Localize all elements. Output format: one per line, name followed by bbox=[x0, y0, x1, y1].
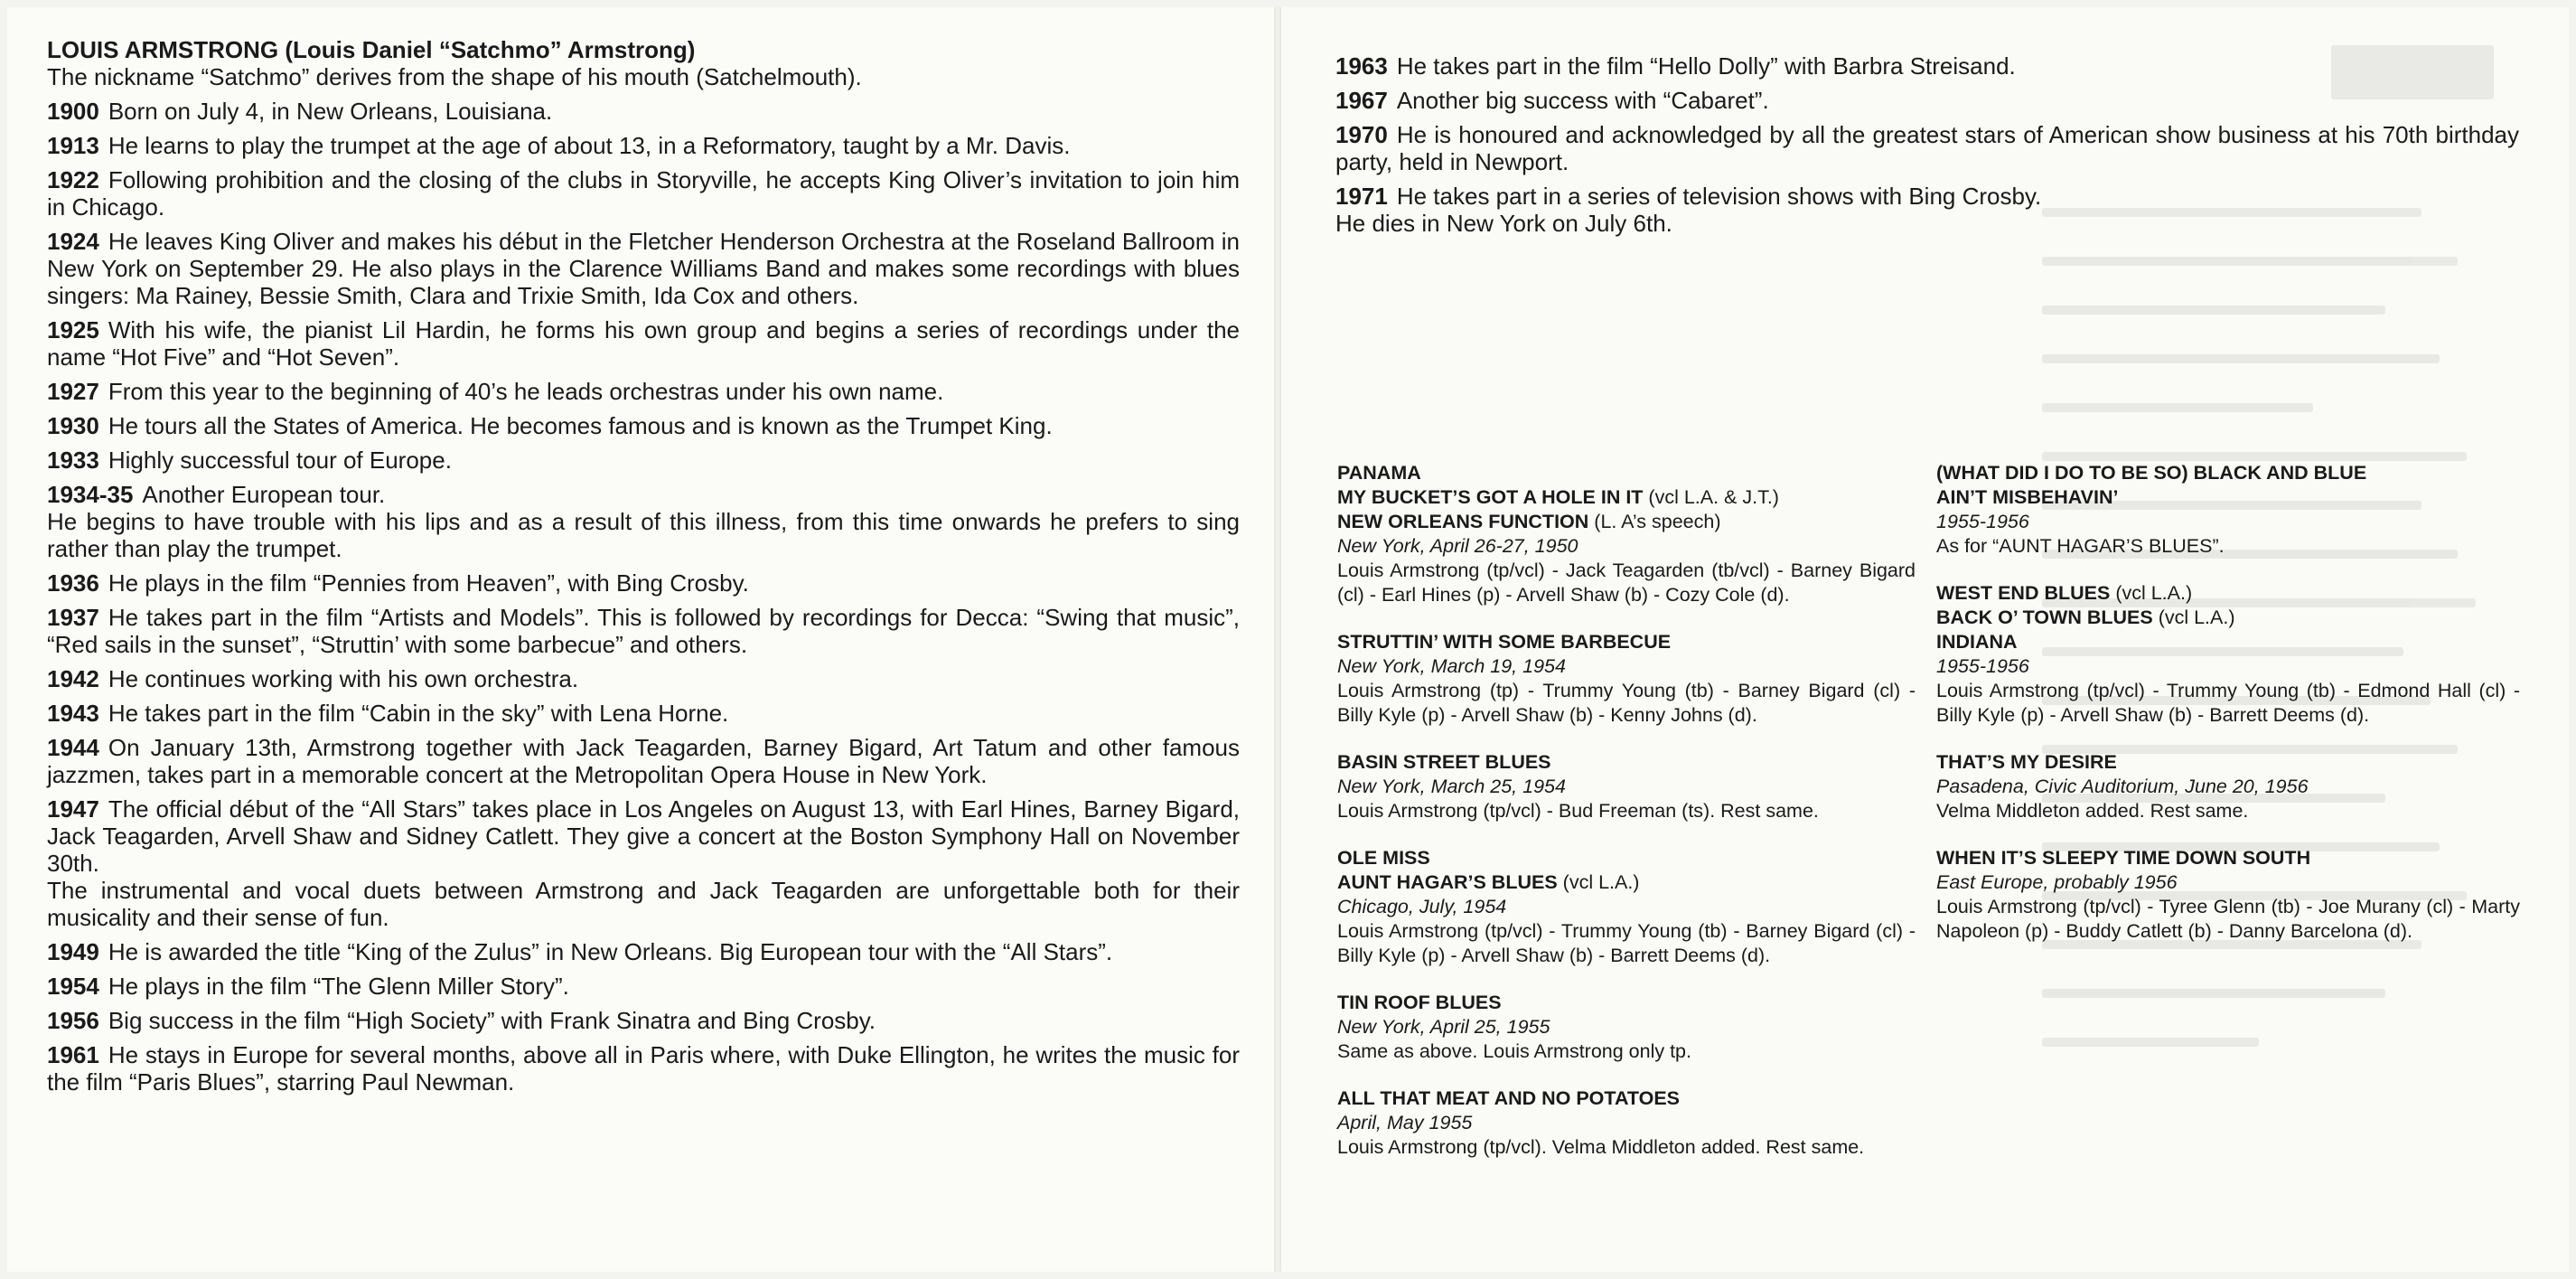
discography-entry bbox=[1337, 846, 1916, 968]
timeline-text: He plays in the film “Pennies from Heaven”, with Bing Crosby. bbox=[108, 569, 749, 597]
discography-entry bbox=[1337, 461, 1916, 607]
discography-entry bbox=[1936, 461, 2520, 559]
timeline-year: 1971 bbox=[1335, 183, 1388, 210]
timeline-text: Another big success with “Cabaret”. bbox=[1396, 87, 1769, 114]
recording-info: New York, March 25, 1954 bbox=[1337, 776, 1566, 797]
timeline-entry bbox=[47, 378, 1240, 405]
timeline-text: Big success in the film “High Society” with Frank Sinatra and Bing Crosby. bbox=[108, 1007, 876, 1034]
track-title: NEW ORLEANS FUNCTION bbox=[1337, 511, 1589, 532]
track-line bbox=[1337, 846, 1916, 870]
timeline-entry bbox=[47, 98, 1240, 125]
timeline-year: 1900 bbox=[47, 98, 99, 125]
track-title: THAT’S MY DESIRE bbox=[1936, 751, 2117, 773]
timeline-text: With his wife, the pianist Lil Hardin, he forms his own group and begins a series of recordings under the name “Hot Five” and “Hot Seven”. bbox=[47, 316, 1240, 371]
timeline-entry bbox=[47, 316, 1240, 371]
track-line bbox=[1936, 630, 2520, 654]
timeline-text: On January 13th, Armstrong together with Jack Teagarden, Barney Bigard, Art Tatum and other famous jazzmen, takes part in a memorable concert at the Metropolitan Opera House in New York. bbox=[47, 734, 1240, 788]
personnel: Louis Armstrong (tp/vcl) - Jack Teagarden (tb/vcl) - Barney Bigard (cl) - Earl Hines (p) - Arvell Shaw (b) - Cozy Cole (d). bbox=[1337, 560, 1916, 606]
timeline-year: 1954 bbox=[47, 973, 99, 1000]
track-title: ALL THAT MEAT AND NO POTATOES bbox=[1337, 1087, 1681, 1109]
personnel: As for “AUNT HAGAR’S BLUES”. bbox=[1936, 535, 2225, 557]
timeline-year: 1942 bbox=[47, 665, 99, 692]
timeline-year: 1970 bbox=[1335, 121, 1388, 148]
page-fold bbox=[1274, 7, 1281, 1272]
timeline-entry bbox=[47, 481, 1240, 508]
track-note: (vcl L.A.) bbox=[2158, 607, 2235, 628]
timeline-text: He learns to play the trumpet at the age of about 13, in a Reformatory, taught by a Mr. Davis. bbox=[108, 132, 1071, 159]
track-note: (vcl L.A.) bbox=[2115, 582, 2193, 604]
timeline-text: He is honoured and acknowledged by all the greatest stars of American show business at his 70th birthday party, held in Newport. bbox=[1335, 121, 2519, 175]
discography-entry bbox=[1337, 991, 1916, 1064]
timeline-text: He takes part in the film “Artists and Models”. This is followed by recordings for Decca: “Swing that music”, “Red sails in the sunset”, “Struttin’ with some barbecue” and others. bbox=[47, 604, 1240, 658]
personnel: Louis Armstrong (tp/vcl) - Tyree Glenn (tb) - Joe Murany (cl) - Marty Napoleon (p) - Buddy Catlett (b) - Danny Barcelona (d). bbox=[1936, 896, 2520, 942]
track-title: BASIN STREET BLUES bbox=[1337, 751, 1551, 773]
timeline-year: 1943 bbox=[47, 700, 99, 727]
biography-entries-left bbox=[47, 98, 1240, 1096]
timeline-year: 1933 bbox=[47, 447, 99, 474]
discography-column-2 bbox=[1936, 461, 2520, 966]
recording-info: 1955-1956 bbox=[1936, 655, 2029, 677]
track-line bbox=[1337, 510, 1916, 534]
timeline-entry bbox=[1335, 183, 2519, 210]
track-note: (L. A’s speech) bbox=[1594, 511, 1721, 532]
discography-entry bbox=[1936, 581, 2520, 728]
recording-info: April, May 1955 bbox=[1337, 1112, 1473, 1133]
track-line bbox=[1936, 606, 2520, 630]
biography-right bbox=[1335, 52, 2519, 244]
track-title: (WHAT DID I DO TO BE SO) BLACK AND BLUE bbox=[1936, 462, 2367, 484]
track-title: TIN ROOF BLUES bbox=[1337, 992, 1502, 1013]
timeline-entry bbox=[47, 569, 1240, 597]
track-title: AIN’T MISBEHAVIN’ bbox=[1936, 486, 2119, 508]
recording-info: 1955-1956 bbox=[1936, 511, 2029, 532]
discography-entry bbox=[1337, 630, 1916, 728]
personnel: Velma Middleton added. Rest same. bbox=[1936, 800, 2249, 822]
discography-entry bbox=[1936, 750, 2520, 823]
track-line bbox=[1337, 750, 1916, 775]
track-line bbox=[1337, 485, 1916, 510]
timeline-entry bbox=[47, 412, 1240, 439]
track-title: PANAMA bbox=[1337, 462, 1421, 484]
track-line bbox=[1936, 750, 2520, 775]
discography-column-1 bbox=[1337, 461, 1916, 1182]
biography-entries-right bbox=[1335, 52, 2519, 210]
track-note: (vcl L.A. & J.T.) bbox=[1648, 486, 1779, 508]
personnel: Same as above. Louis Armstrong only tp. bbox=[1337, 1040, 1691, 1062]
timeline-year: 1925 bbox=[47, 316, 99, 343]
timeline-year: 1927 bbox=[47, 378, 99, 405]
track-title: WEST END BLUES bbox=[1936, 582, 2111, 604]
timeline-text: The official début of the “All Stars” takes place in Los Angeles on August 13, with Earl Hines, Barney Bigard, Jack Teagarden, Arvell Shaw and Sidney Catlett. They give a concert at the Boston Symphony Hall on November 30th. bbox=[47, 795, 1240, 877]
timeline-entry bbox=[47, 508, 1240, 562]
timeline-year: 1913 bbox=[47, 132, 99, 159]
timeline-text: He takes part in the film “Hello Dolly” with Barbra Streisand. bbox=[1396, 52, 2016, 80]
timeline-year: 1956 bbox=[47, 1007, 99, 1034]
biography-left bbox=[47, 36, 1240, 1103]
timeline-year: 1934-35 bbox=[47, 481, 134, 508]
timeline-year: 1922 bbox=[47, 166, 99, 193]
recording-info: New York, April 25, 1955 bbox=[1337, 1016, 1550, 1038]
timeline-text: He stays in Europe for several months, above all in Paris where, with Duke Ellington, he writes the music for the film “Paris Blues”, starring Paul Newman. bbox=[47, 1041, 1240, 1096]
timeline-entry bbox=[47, 132, 1240, 159]
track-title: STRUTTIN’ WITH SOME BARBECUE bbox=[1337, 631, 1672, 653]
timeline-entry bbox=[47, 734, 1240, 788]
timeline-entry bbox=[47, 938, 1240, 965]
timeline-year: 1930 bbox=[47, 412, 99, 439]
recording-info: East Europe, probably 1956 bbox=[1936, 871, 2178, 893]
track-line bbox=[1337, 461, 1916, 485]
timeline-text: He leaves King Oliver and makes his début in the Fletcher Henderson Orchestra at the Roseland Ballroom in New York on September 29. He also plays in the Clarence Williams Band and makes some recordings with blues singers: Ma Rainey, Bessie Smith, Clara and Trixie Smith, Ida Cox and others. bbox=[47, 228, 1240, 309]
biography-closing: He dies in New York on July 6th. bbox=[1335, 210, 1672, 237]
track-line bbox=[1936, 485, 2520, 510]
recording-info: New York, April 26-27, 1950 bbox=[1337, 535, 1578, 557]
timeline-year: 1924 bbox=[47, 228, 99, 255]
track-line bbox=[1337, 630, 1916, 654]
timeline-entry bbox=[47, 973, 1240, 1000]
discography-entry bbox=[1936, 846, 2520, 944]
timeline-year: 1937 bbox=[47, 604, 99, 631]
personnel: Louis Armstrong (tp/vcl) - Trummy Young (tb) - Edmond Hall (cl) - Billy Kyle (p) - Arvell Shaw (b) - Barrett Deems (d). bbox=[1936, 680, 2520, 726]
timeline-text: He begins to have trouble with his lips and as a result of this illness, from this time onwards he prefers to sing rather than play the trumpet. bbox=[47, 508, 1240, 562]
personnel: Louis Armstrong (tp/vcl) - Trummy Young (tb) - Barney Bigard (cl) - Billy Kyle (p) - Arvell Shaw (b) - Barrett Deems (d). bbox=[1337, 920, 1916, 966]
track-line bbox=[1936, 581, 2520, 606]
biography-heading-block bbox=[47, 36, 1240, 90]
timeline-text: He is awarded the title “King of the Zulus” in New Orleans. Big European tour with the “All Stars”. bbox=[108, 938, 1113, 965]
timeline-text: Another European tour. bbox=[142, 481, 386, 508]
track-line bbox=[1337, 1086, 1916, 1111]
track-line bbox=[1337, 870, 1916, 895]
timeline-text: From this year to the beginning of 40’s he leads orchestras under his own name. bbox=[108, 378, 944, 405]
biography-heading: LOUIS ARMSTRONG (Louis Daniel “Satchmo” Armstrong) bbox=[47, 36, 696, 63]
timeline-entry bbox=[47, 1007, 1240, 1034]
personnel: Louis Armstrong (tp/vcl). Velma Middleton added. Rest same. bbox=[1337, 1136, 1865, 1158]
timeline-text: He plays in the film “The Glenn Miller Story”. bbox=[108, 973, 569, 1000]
track-line bbox=[1936, 461, 2520, 485]
timeline-year: 1936 bbox=[47, 569, 99, 597]
track-title: INDIANA bbox=[1936, 631, 2018, 653]
timeline-entry bbox=[47, 1041, 1240, 1096]
timeline-entry bbox=[47, 795, 1240, 877]
timeline-year: 1961 bbox=[47, 1041, 99, 1068]
timeline-entry bbox=[47, 700, 1240, 727]
recording-info: Chicago, July, 1954 bbox=[1337, 896, 1507, 917]
timeline-text: He tours all the States of America. He becomes famous and is known as the Trumpet King. bbox=[108, 412, 1053, 439]
timeline-text: The instrumental and vocal duets between Armstrong and Jack Teagarden are unforgettable both for their musicality and their sense of fun. bbox=[47, 877, 1240, 931]
timeline-entry bbox=[47, 604, 1240, 658]
timeline-entry bbox=[47, 166, 1240, 221]
discography-entry bbox=[1337, 750, 1916, 823]
timeline-text: Highly successful tour of Europe. bbox=[108, 447, 452, 474]
timeline-year: 1944 bbox=[47, 734, 99, 761]
recording-info: New York, March 19, 1954 bbox=[1337, 655, 1566, 677]
track-title: OLE MISS bbox=[1337, 847, 1430, 869]
timeline-text: He takes part in a series of television shows with Bing Crosby. bbox=[1396, 183, 2042, 210]
track-title: MY BUCKET’S GOT A HOLE IN IT bbox=[1337, 486, 1644, 508]
recording-info: Pasadena, Civic Auditorium, June 20, 1956 bbox=[1936, 776, 2309, 797]
timeline-year: 1949 bbox=[47, 938, 99, 965]
timeline-year: 1963 bbox=[1335, 52, 1388, 80]
timeline-entry bbox=[1335, 87, 2519, 114]
track-title: AUNT HAGAR’S BLUES bbox=[1337, 871, 1558, 893]
timeline-entry bbox=[47, 877, 1240, 931]
track-title: WHEN IT’S SLEEPY TIME DOWN SOUTH bbox=[1936, 847, 2311, 869]
timeline-year: 1967 bbox=[1335, 87, 1388, 114]
discography-entry bbox=[1337, 1086, 1916, 1160]
personnel: Louis Armstrong (tp) - Trummy Young (tb) - Barney Bigard (cl) - Billy Kyle (p) - Arvell Shaw (b) - Kenny Johns (d). bbox=[1337, 680, 1916, 726]
biography-intro: The nickname “Satchmo” derives from the shape of his mouth (Satchelmouth). bbox=[47, 63, 862, 90]
timeline-text: He takes part in the film “Cabin in the sky” with Lena Horne. bbox=[108, 700, 729, 727]
track-line bbox=[1936, 846, 2520, 870]
timeline-entry bbox=[47, 447, 1240, 474]
timeline-text: Born on July 4, in New Orleans, Louisiana. bbox=[108, 98, 553, 125]
timeline-entry bbox=[47, 228, 1240, 309]
timeline-text: He continues working with his own orchestra. bbox=[108, 665, 579, 692]
track-line bbox=[1337, 991, 1916, 1015]
timeline-entry bbox=[1335, 52, 2519, 80]
track-title: BACK O’ TOWN BLUES bbox=[1936, 607, 2153, 628]
track-note: (vcl L.A.) bbox=[1562, 871, 1640, 893]
personnel: Louis Armstrong (tp/vcl) - Bud Freeman (ts). Rest same. bbox=[1337, 800, 1819, 822]
timeline-entry bbox=[1335, 121, 2519, 175]
timeline-entry bbox=[47, 665, 1240, 692]
timeline-text: Following prohibition and the closing of the clubs in Storyville, he accepts King Oliver’s invitation to join him in Chicago. bbox=[47, 166, 1240, 221]
timeline-year: 1947 bbox=[47, 795, 99, 823]
